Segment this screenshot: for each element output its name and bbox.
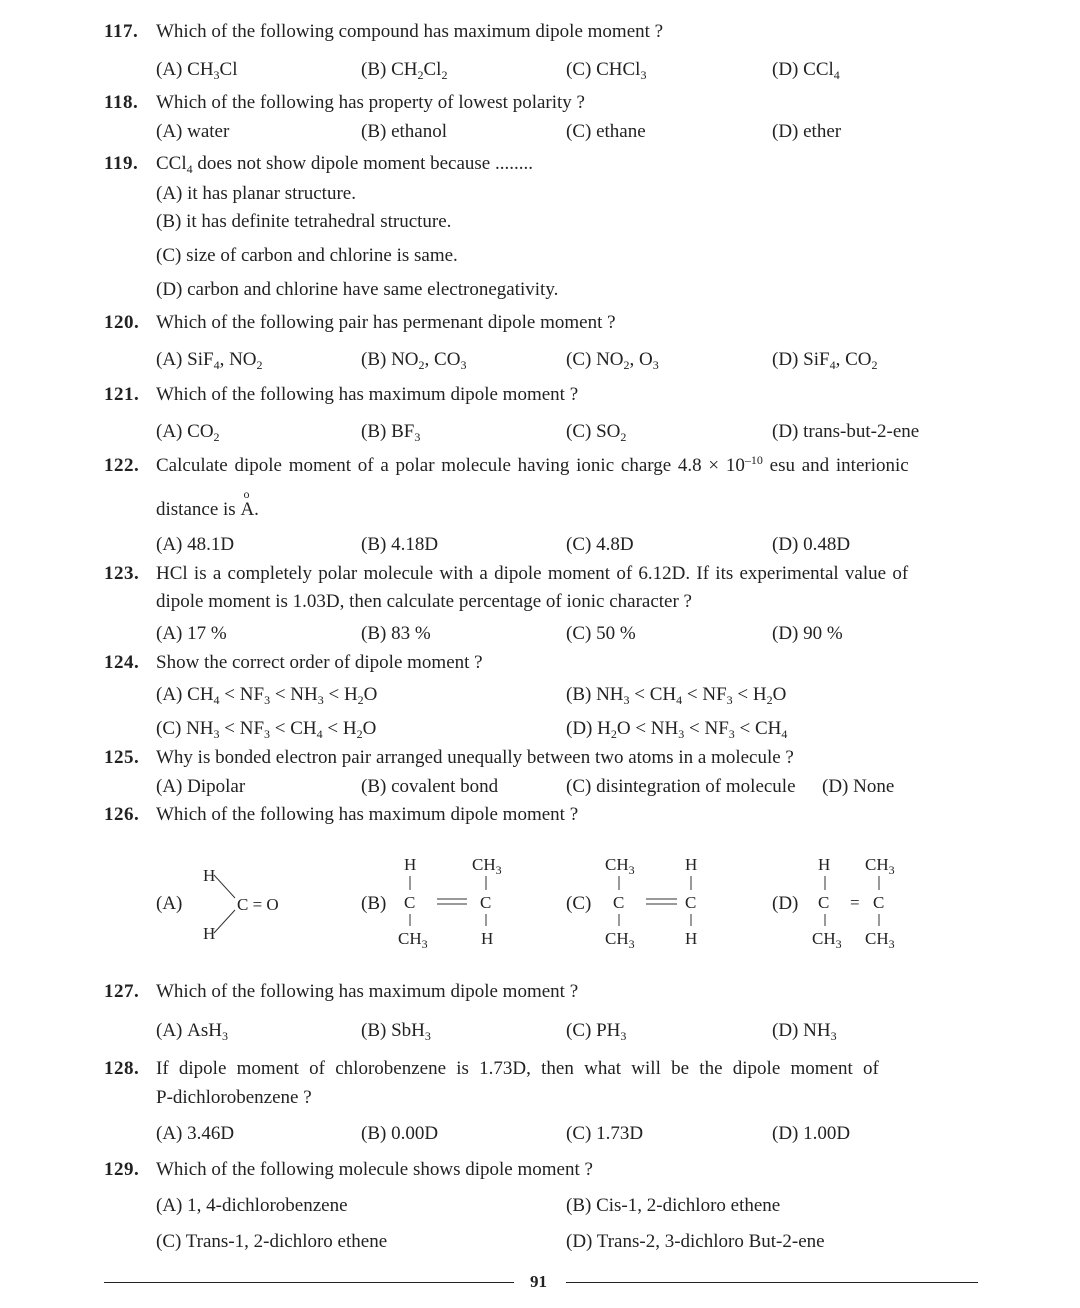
option-a: (A) 17 %	[156, 623, 227, 644]
double-bond: =	[850, 893, 860, 912]
question-text: Which of the following has maximum dipole moment ?	[156, 384, 579, 405]
question-text: Why is bonded electron pair arranged unequally between two atoms in a molecule ?	[156, 747, 794, 768]
question-number: 127.	[104, 981, 140, 1002]
option-c: (C) 1.73D	[566, 1123, 644, 1144]
option-c: (C) CHCl$_3$	[566, 59, 647, 82]
option-a: (A) $CO_2$	[156, 421, 220, 444]
question-text: CCl$_4$ does not show dipole moment because ........	[156, 153, 533, 176]
option-b: (B) $BF_3$	[361, 421, 421, 444]
question-text: Which of the following molecule shows dipole moment ?	[156, 1159, 593, 1180]
atom-h-bottom: H	[203, 924, 216, 943]
question-number: 124.	[104, 652, 140, 673]
option-d: (D) $H_2O < NH_3 < NF_3 < CH_4$	[566, 718, 788, 741]
carbonyl-group: C = O	[237, 895, 279, 914]
option-b: (B) $NH_3 < CH_4 < NF_3 < H_2O$	[566, 684, 787, 707]
question-text: Which of the following pair has permenant dipole moment ?	[156, 312, 616, 333]
angstrom-unit: o A	[240, 487, 255, 520]
option-c: (C) $NO_2$, $O_3$	[566, 349, 659, 372]
atom-h: H	[685, 929, 698, 948]
question-text: Show the correct order of dipole moment ?	[156, 652, 483, 673]
atom-h: H	[685, 855, 698, 874]
option-a: (A) water	[156, 121, 230, 142]
question-number: 126.	[104, 804, 140, 825]
atom-h-top: H	[203, 866, 216, 885]
question-number: 128.	[104, 1058, 140, 1079]
option-d: (D) SiF$_4$, $CO_2$	[772, 349, 878, 372]
atom-c: C	[480, 893, 492, 912]
question-number: 119.	[104, 153, 139, 174]
footer-rule-right	[566, 1282, 978, 1283]
question-text: Calculate dipole moment of a polar molecule having ionic charge $4.8 \times 10^{-10}$ esu and interionic	[156, 453, 909, 476]
option-b: (B) ethanol	[361, 121, 448, 142]
option-d-label: (D)	[772, 893, 799, 914]
page-number: 91	[530, 1272, 547, 1291]
option-b: (B) Cis-1, 2-dichloro ethene	[566, 1195, 781, 1216]
option-d: (D) 90 %	[772, 623, 843, 644]
option-d: (D) None	[822, 776, 895, 797]
question-text: Which of the following has property of lowest polarity ?	[156, 92, 585, 113]
option-a: (A) 3.46D	[156, 1123, 235, 1144]
atom-c: C	[818, 893, 830, 912]
option-b: (B) 4.18D	[361, 534, 439, 555]
ch3-group: $CH_3$	[812, 929, 842, 951]
option-b: (B) it has definite tetrahedral structure.	[156, 211, 452, 232]
option-c: (C) 50 %	[566, 623, 636, 644]
question-number: 123.	[104, 563, 140, 584]
option-a: (A) it has planar structure.	[156, 183, 356, 204]
option-c: (C) disintegration of molecule	[566, 776, 796, 797]
option-d: (D) CCl$_4$	[772, 59, 840, 82]
atom-h: H	[481, 929, 494, 948]
option-c: (C) $SO_2$	[566, 421, 627, 444]
option-b: (B) 0.00D	[361, 1123, 439, 1144]
option-a: (A) AsH$_3$	[156, 1020, 228, 1043]
option-c-label: (C)	[566, 893, 592, 914]
question-number: 120.	[104, 312, 140, 333]
option-d: (D) ether	[772, 121, 842, 142]
option-b: (B) $NO_2$, $CO_3$	[361, 349, 467, 372]
option-c: (C) 4.8D	[566, 534, 634, 555]
option-b-bonds	[395, 870, 505, 930]
option-c: (C) Trans-1, 2-dichloro ethene	[156, 1231, 388, 1252]
question-text: Which of the following has maximum dipole moment ?	[156, 804, 579, 825]
atom-h: H	[404, 855, 417, 874]
atom-c: C	[873, 893, 885, 912]
question-text-line2: distance is o A.	[156, 487, 259, 520]
option-d: (D) trans-but-2-ene	[772, 421, 920, 442]
atom-h: H	[818, 855, 831, 874]
question-text-line2: P-dichlorobenzene ?	[156, 1087, 312, 1108]
atom-c: C	[685, 893, 697, 912]
option-b: (B) $CH_2Cl_2$	[361, 59, 448, 82]
option-d-bonds	[810, 870, 900, 930]
question-text-line2: dipole moment is 1.03D, then calculate percentage of ionic character ?	[156, 591, 692, 612]
question-text: Which of the following has maximum dipole moment ?	[156, 981, 579, 1002]
option-a: (A) Dipolar	[156, 776, 246, 797]
question-number: 129.	[104, 1159, 140, 1180]
option-a: (A) 48.1D	[156, 534, 235, 555]
option-a: (A) 1, 4-dichlorobenzene	[156, 1195, 348, 1216]
option-b-label: (B)	[361, 893, 387, 914]
question-number: 125.	[104, 747, 140, 768]
ch3-group: $CH_3$	[605, 929, 635, 951]
atom-c: C	[613, 893, 625, 912]
ch3-group: $CH_3$	[865, 855, 895, 877]
option-a: (A) $CH_3Cl$	[156, 59, 238, 82]
option-c: (C) $NH_3 < NF_3 < CH_4 < H_2O$	[156, 718, 377, 741]
option-a: (A) $CH_4 < NF_3 < NH_3 < H_2O$	[156, 684, 378, 707]
option-b: (B) 83 %	[361, 623, 431, 644]
option-b: (B) SbH$_3$	[361, 1020, 431, 1043]
question-text: Which of the following compound has maximum dipole moment ?	[156, 21, 664, 42]
option-d: (D) 0.48D	[772, 534, 851, 555]
ring-mark: o	[243, 487, 250, 501]
question-number: 117.	[104, 21, 139, 42]
question-text: If dipole moment of chlorobenzene is 1.73D, then what will be the dipole moment of	[156, 1058, 879, 1079]
option-a-label: (A)	[156, 893, 183, 914]
option-d: (D) 1.00D	[772, 1123, 851, 1144]
question-text: HCl is a completely polar molecule with a dipole moment of 6.12D. If its experimental value of	[156, 563, 909, 584]
ch3-group: $CH_3$	[398, 929, 428, 951]
option-d: (D) $NH_3$	[772, 1020, 837, 1043]
ch3-group: $CH_3$	[865, 929, 895, 951]
option-b: (B) covalent bond	[361, 776, 499, 797]
option-c-bonds	[600, 870, 710, 930]
question-number: 122.	[104, 455, 140, 476]
option-c: (C) size of carbon and chlorine is same.	[156, 245, 458, 266]
option-c: (C) $PH_3$	[566, 1020, 627, 1043]
option-d: (D) carbon and chlorine have same electronegativity.	[156, 279, 559, 300]
question-number: 118.	[104, 92, 139, 113]
ch3-group: $CH_3$	[605, 855, 635, 877]
question-number: 121.	[104, 384, 140, 405]
footer-rule-left	[104, 1282, 514, 1283]
ch3-group: $CH_3$	[472, 855, 502, 877]
option-d: (D) Trans-2, 3-dichloro But-2-ene	[566, 1231, 825, 1252]
option-c: (C) ethane	[566, 121, 646, 142]
option-a: (A) SiF$_4$, $NO_2$	[156, 349, 263, 372]
atom-c: C	[404, 893, 416, 912]
